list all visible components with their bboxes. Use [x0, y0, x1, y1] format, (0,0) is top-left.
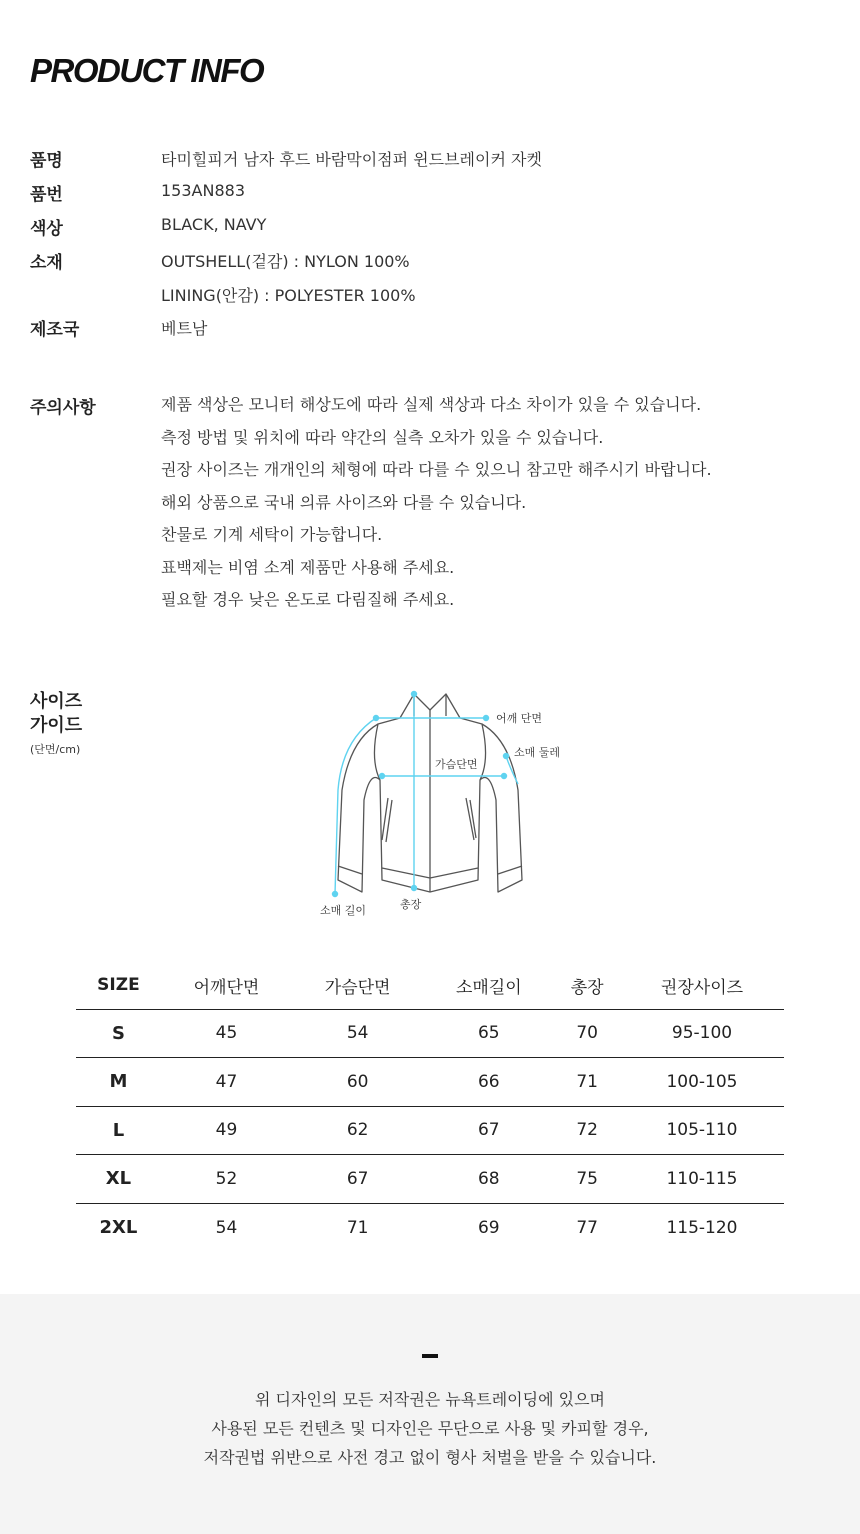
table-row [76, 1058, 784, 1107]
page-title: PRODUCT INFO [30, 52, 264, 89]
copyright-line: 위 디자인의 모든 저작권은 뉴욕트레이딩에 있으며 [254, 1390, 605, 1409]
measure-dot [374, 716, 379, 721]
info-value: BLACK, NAVY [161, 215, 267, 234]
measure-dot [333, 892, 338, 897]
info-label: 소재 [30, 253, 63, 273]
note-item: 해외 상품으로 국내 의류 사이즈와 다를 수 있습니다. [161, 492, 527, 512]
copyright-footer [0, 1294, 860, 1534]
table-row [76, 1203, 784, 1252]
info-row-product-name [0, 146, 860, 176]
copyright-line: 저작권법 위반으로 사전 경고 없이 형사 처벌을 받을 수 있습니다. [203, 1448, 657, 1467]
table-cell: 45 [161, 1009, 292, 1058]
info-value: OUTSHELL(겉감) : NYLON 100% [161, 252, 410, 271]
info-row-color [0, 214, 860, 244]
size-table-header: SIZE [76, 962, 161, 1009]
table-cell: 71 [554, 1058, 620, 1107]
measure-dot [504, 754, 509, 759]
size-guide-title-line: 사이즈 [30, 691, 83, 712]
table-cell: 115-120 [666, 1217, 738, 1238]
info-value: 타미힐피거 남자 후드 바람막이점퍼 윈드브레이커 자켓 [161, 150, 542, 169]
table-cell: 105-110 [620, 1106, 784, 1155]
table-row [76, 1009, 784, 1058]
sleeve-length-label: 소매 길이 [320, 904, 367, 917]
table-cell: 95-100 [620, 1009, 784, 1058]
jacket-left-pocket [382, 798, 392, 842]
info-row-origin [0, 315, 860, 345]
jacket-right-pocket [466, 798, 476, 840]
table-cell: 65 [423, 1009, 554, 1058]
measure-dot [412, 886, 417, 891]
size-table [76, 962, 784, 1252]
table-cell: 77 [576, 1217, 598, 1238]
shoulder-label: 어깨 단면 [496, 712, 543, 725]
table-cell: 47 [161, 1058, 292, 1107]
notes-list [161, 394, 712, 622]
measure-dot [380, 774, 385, 779]
note-item: 찬물로 기계 세탁이 가능합니다. [161, 525, 383, 544]
copyright-line: 사용된 모든 컨텐츠 및 디자인은 무단으로 사용 및 카피할 경우, [211, 1419, 649, 1438]
size-guide-title [30, 690, 82, 738]
info-label: 제조국 [30, 320, 80, 340]
sleeve-round-measure-line [506, 756, 518, 784]
size-guide-title-line: 가이드 [30, 715, 83, 736]
size-cell: XL [76, 1155, 161, 1204]
info-label: 품명 [30, 151, 63, 171]
copyright-notice [0, 1389, 860, 1476]
table-cell: 69 [477, 1217, 500, 1238]
table-cell: 75 [554, 1155, 620, 1204]
measure-dot [412, 692, 417, 697]
table-cell: 54 [292, 1009, 423, 1058]
table-cell: 62 [292, 1106, 423, 1155]
note-item: 측정 방법 및 위치에 따라 약간의 실측 오차가 있을 수 있습니다. [161, 427, 604, 447]
size-cell: S [76, 1009, 161, 1058]
size-table-header: 어깨단면 [161, 962, 292, 1009]
footer-divider [422, 1354, 438, 1358]
info-label: 품번 [30, 185, 63, 205]
table-cell: 52 [161, 1155, 292, 1204]
size-table-header: 가슴단면 [292, 962, 423, 1009]
info-value: LINING(안감) : POLYESTER 100% [161, 286, 416, 305]
measure-dot [484, 716, 489, 721]
total-length-label: 총장 [400, 898, 422, 911]
notes-label: 주의사항 [30, 398, 96, 418]
table-cell: 54 [215, 1217, 238, 1238]
table-row [76, 1106, 784, 1155]
table-cell: 60 [292, 1058, 423, 1107]
info-row-product-code [0, 180, 860, 210]
info-row-material [0, 248, 860, 278]
size-table-header-row [76, 962, 784, 1009]
size-table-header: 총장 [554, 962, 620, 1009]
chest-label: 가슴단면 [435, 758, 478, 771]
table-cell: 70 [554, 1009, 620, 1058]
note-item: 필요할 경우 낮은 온도로 다림질해 주세요. [161, 590, 455, 609]
table-cell: 67 [423, 1106, 554, 1155]
note-item: 표백제는 비염 소계 제품만 사용해 주세요. [161, 557, 455, 577]
info-row-lining [0, 282, 860, 312]
sleeve-round-label: 소매 둘레 [514, 746, 561, 759]
size-table-header: 소매길이 [423, 962, 554, 1009]
table-row [76, 1155, 784, 1204]
table-cell: 72 [554, 1106, 620, 1155]
size-cell: L [76, 1106, 161, 1155]
jacket-measurement-diagram [300, 680, 600, 920]
info-value: 베트남 [161, 319, 208, 338]
size-cell: 2XL [99, 1217, 138, 1238]
info-label: 색상 [30, 219, 63, 239]
table-cell: 66 [423, 1058, 554, 1107]
table-cell: 68 [423, 1155, 554, 1204]
table-cell: 67 [292, 1155, 423, 1204]
size-guide-unit: (단면/cm) [30, 743, 81, 756]
table-cell: 100-105 [620, 1058, 784, 1107]
note-item: 제품 색상은 모니터 해상도에 따라 실제 색상과 다소 차이가 있을 수 있습니다. [161, 395, 702, 414]
note-item: 권장 사이즈는 개개인의 체형에 따라 다를 수 있으니 참고만 해주시기 바랍니다. [161, 460, 712, 479]
size-cell: M [76, 1058, 161, 1107]
jacket-left-sleeve [338, 724, 380, 892]
table-cell: 49 [161, 1106, 292, 1155]
table-cell: 110-115 [620, 1155, 784, 1204]
info-value: 153AN883 [161, 181, 245, 200]
measure-dot [502, 774, 507, 779]
table-cell: 71 [346, 1217, 369, 1238]
size-table-header: 권장사이즈 [620, 962, 784, 1009]
